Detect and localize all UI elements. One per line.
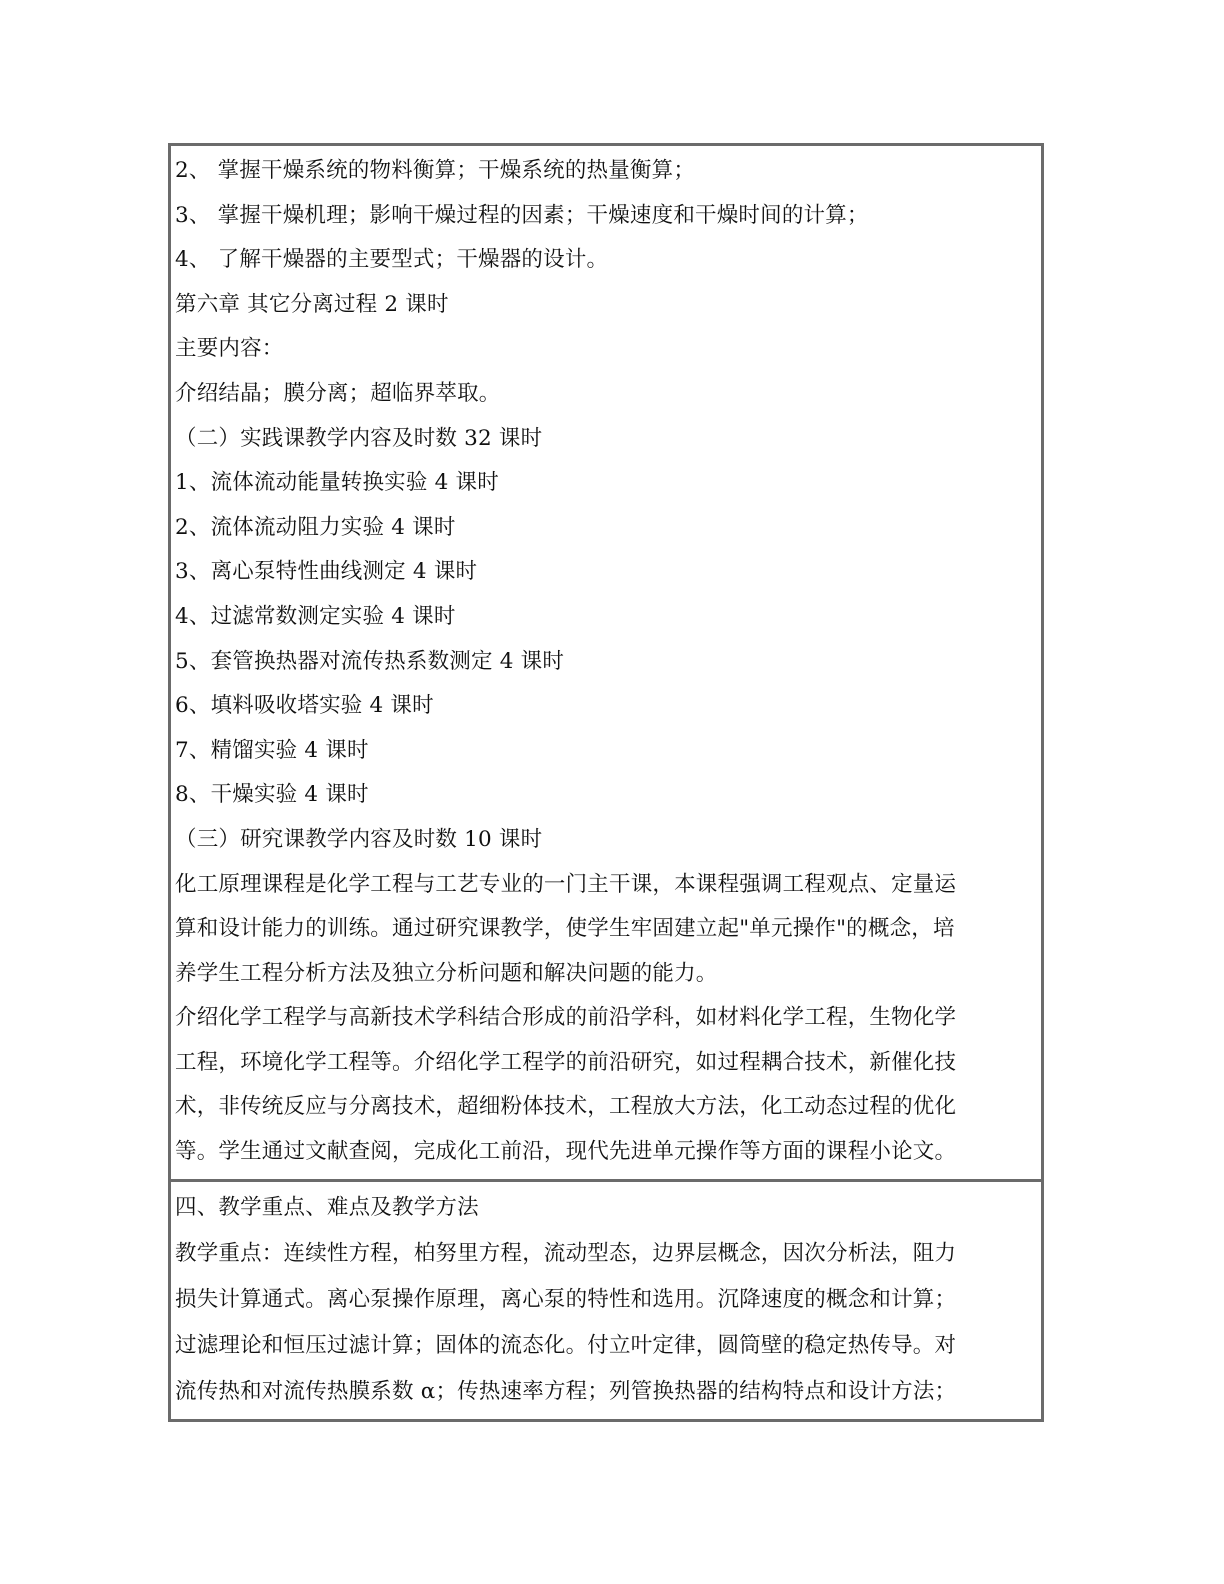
text-line: 介绍结晶；膜分离；超临界萃取。: [175, 380, 501, 406]
content-table: [168, 143, 1044, 1422]
text-line: 过滤理论和恒压过滤计算；固体的流态化。付立叶定律，圆筒壁的稳定热传导。对: [175, 1332, 957, 1358]
text-line: 术，非传统反应与分离技术，超细粉体技术，工程放大方法，化工动态过程的优化: [175, 1094, 957, 1120]
text-line: 介绍化学工程学与高新技术学科结合形成的前沿学科，如材料化学工程，生物化学: [175, 1005, 957, 1031]
list-item: 4、过滤常数测定实验 4 课时: [175, 603, 456, 629]
list-item: 2、流体流动阻力实验 4 课时: [175, 514, 456, 540]
table-cell-teaching-focus: [171, 1179, 1041, 1419]
text-line: 化工原理课程是化学工程与工艺专业的一门主干课，本课程强调工程观点、定量运: [175, 871, 957, 897]
text-line: 4、 了解干燥器的主要型式；干燥器的设计。: [175, 247, 609, 273]
text-line: 2、 掌握干燥系统的物料衡算；干燥系统的热量衡算；: [175, 158, 696, 183]
text-line: 工程，环境化学工程等。介绍化学工程学的前沿研究，如过程耦合技术，新催化技: [175, 1049, 957, 1075]
list-item: 7、精馏实验 4 课时: [175, 737, 369, 763]
text-line: 教学重点：连续性方程，柏努里方程，流动型态，边界层概念，因次分析法，阻力: [175, 1240, 957, 1266]
list-item: 1、流体流动能量转换实验 4 课时: [175, 470, 499, 496]
chapter-heading: 第六章 其它分离过程 2 课时: [175, 291, 449, 317]
text-line: 损失计算通式。离心泵操作原理，离心泵的特性和选用。沉降速度的概念和计算；: [175, 1286, 957, 1312]
list-item: 5、套管换热器对流传热系数测定 4 课时: [175, 648, 565, 674]
table-cell-course-content: [171, 146, 1041, 1179]
list-item: 3、离心泵特性曲线测定 4 课时: [175, 559, 478, 585]
list-item: 8、干燥实验 4 课时: [175, 782, 369, 808]
text-line: 等。学生通过文献查阅，完成化工前沿，现代先进单元操作等方面的课程小论文。: [175, 1139, 957, 1165]
list-item: 6、填料吸收塔实验 4 课时: [175, 693, 434, 719]
text-line: 主要内容：: [175, 336, 284, 362]
text-line: 流传热和对流传热膜系数 α；传热速率方程；列管换热器的结构特点和设计方法；: [175, 1378, 957, 1404]
section-heading: （三）研究课教学内容及时数 10 课时: [175, 826, 543, 852]
text-line: 算和设计能力的训练。通过研究课教学，使学生牢固建立起"单元操作"的概念，培: [175, 916, 955, 942]
text-line: 3、 掌握干燥机理；影响干燥过程的因素；干燥速度和干燥时间的计算；: [175, 202, 869, 228]
section-heading: （二）实践课教学内容及时数 32 课时: [175, 425, 543, 451]
section-heading: 四、教学重点、难点及教学方法: [175, 1194, 479, 1220]
text-line: 养学生工程分析方法及独立分析问题和解决问题的能力。: [175, 960, 718, 986]
